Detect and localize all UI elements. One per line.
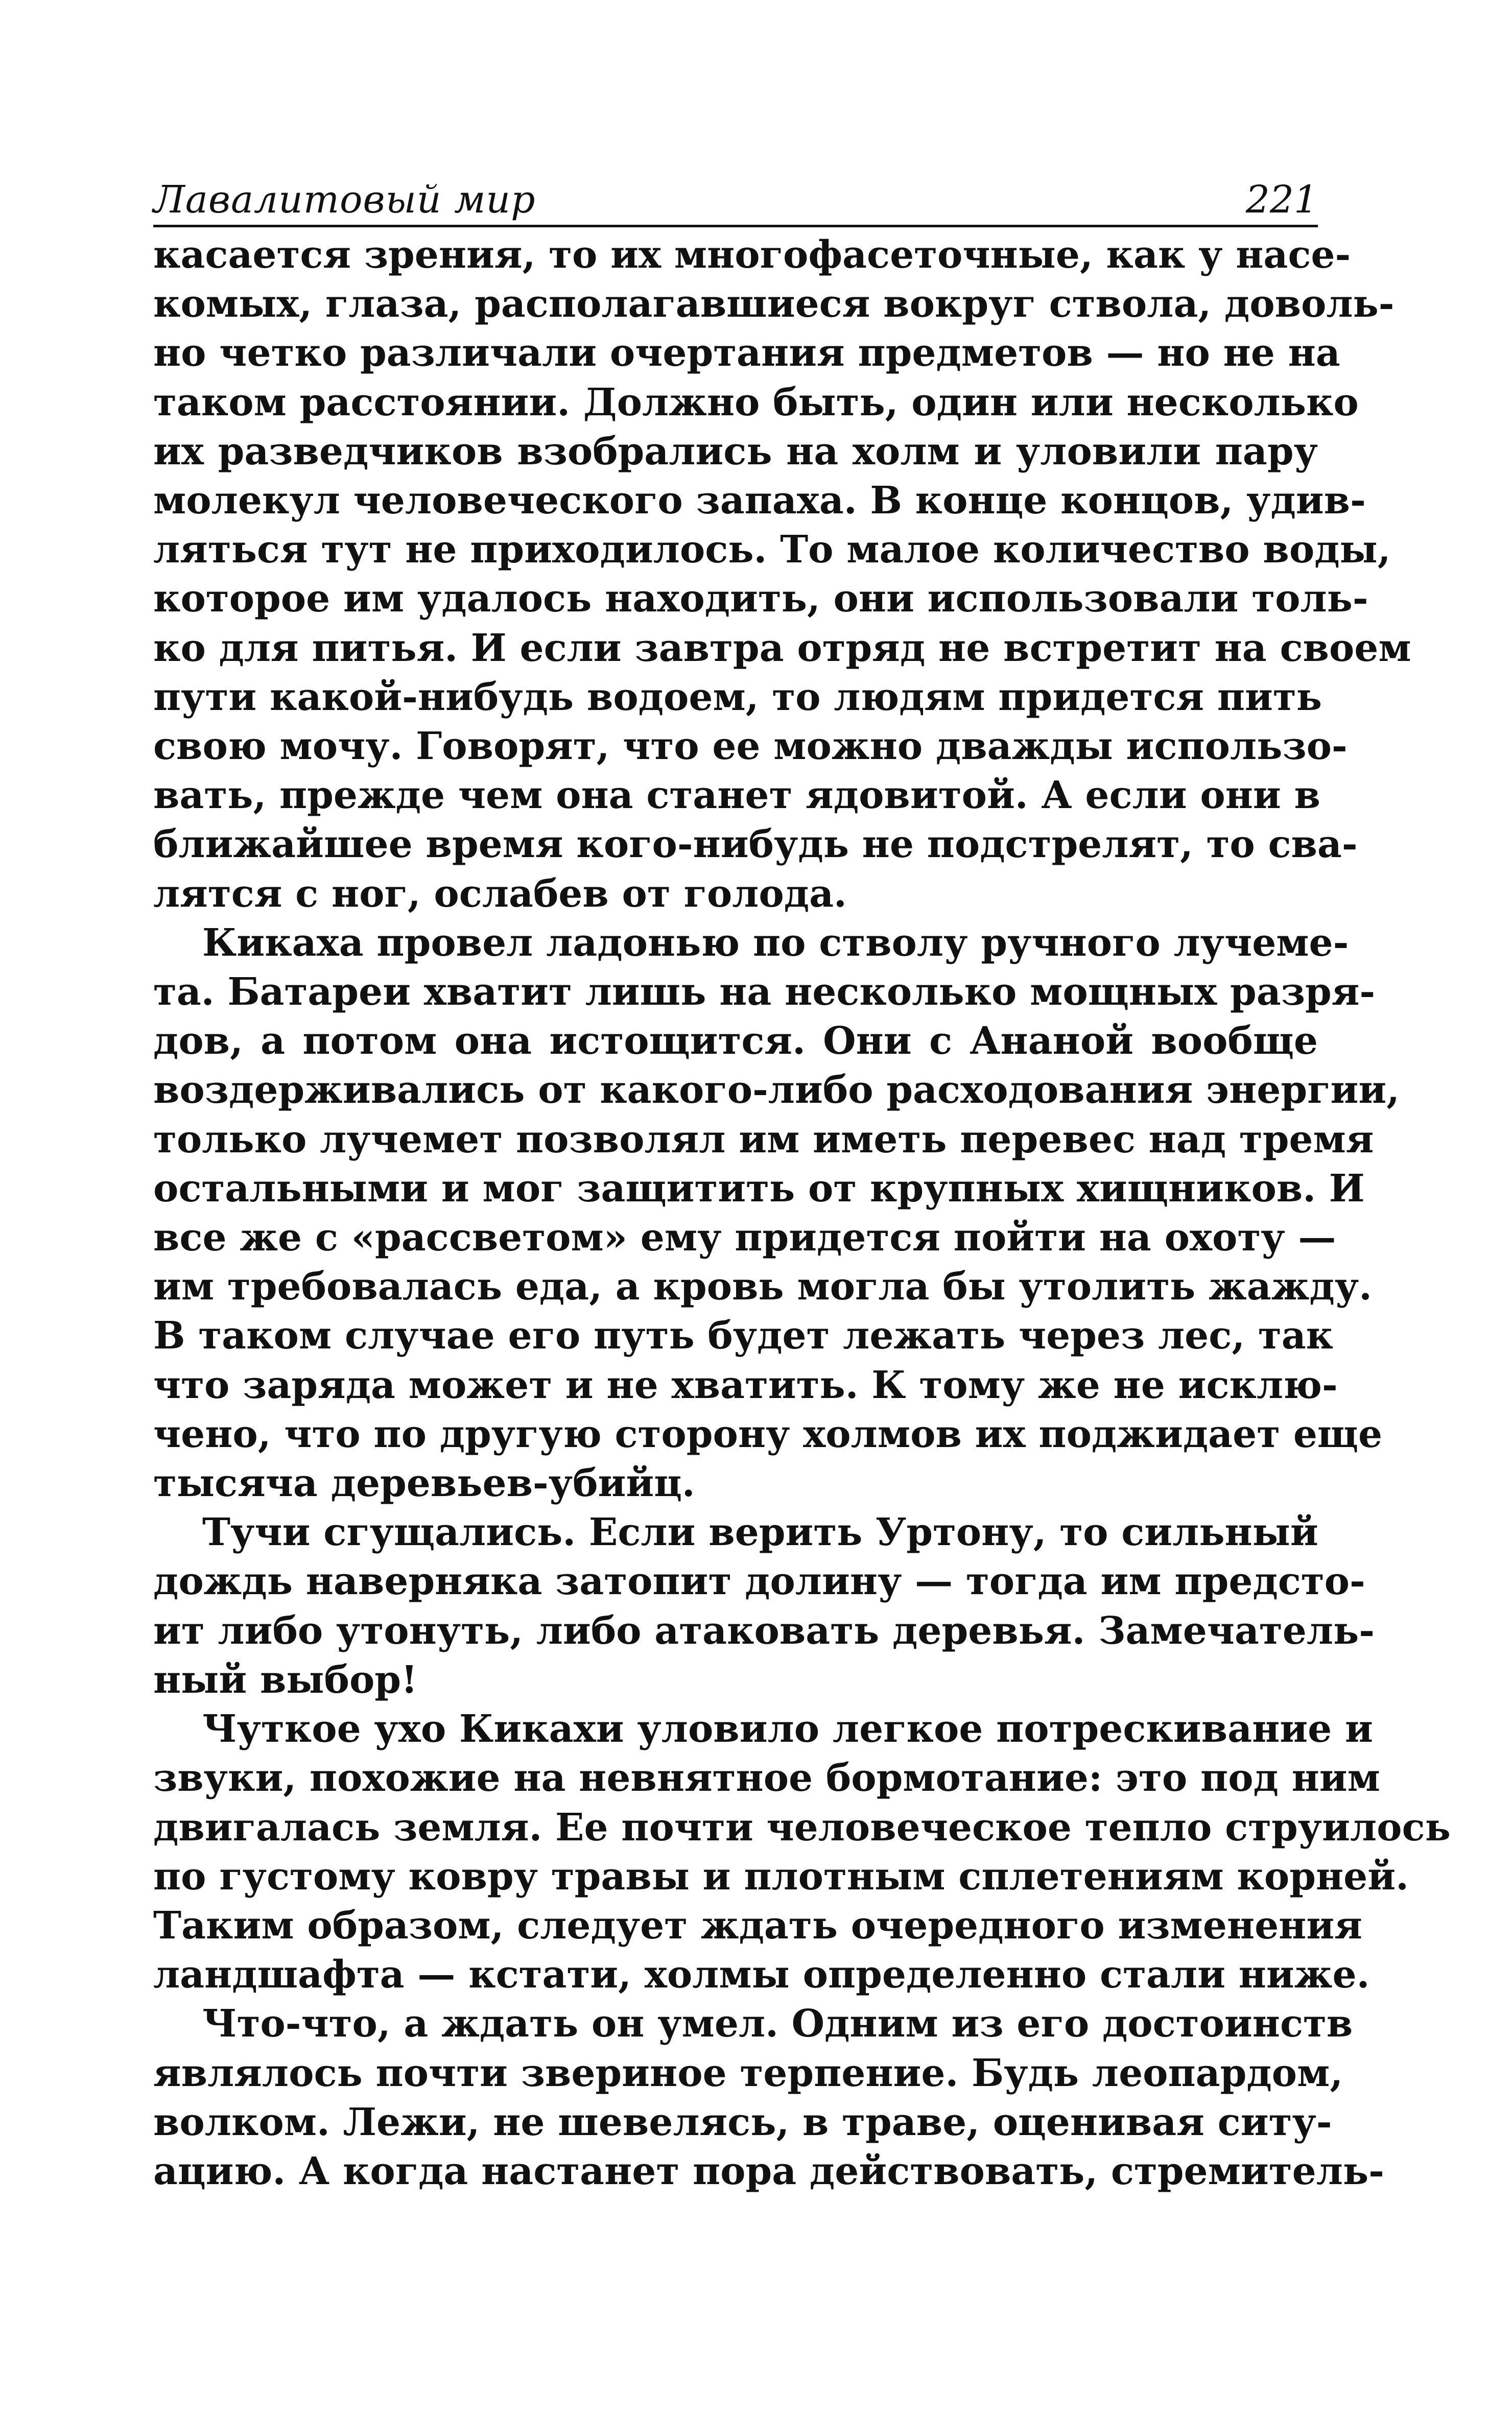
- text-line: молекул человеческого запаха. В конце концов, удив-: [153, 479, 1366, 523]
- text-line: которое им удалось находить, они использовали толь-: [153, 577, 1368, 621]
- text-line: лятся с ног, ослабев от голода.: [153, 871, 847, 916]
- text-line: ляться тут не приходилось. То малое количество воды,: [153, 528, 1391, 572]
- text-line: являлось почти звериное терпение. Будь леопардом,: [153, 2051, 1343, 2095]
- text-line: пути какой-нибудь водоем, то людям придется пить: [153, 675, 1322, 719]
- text-line: та. Батареи хватит лишь на несколько мощных разря-: [153, 970, 1376, 1014]
- paragraph: [153, 1704, 1451, 1999]
- text-line: Чуткое ухо Кикахи уловило легкое потрескивание и: [202, 1707, 1373, 1751]
- text-line: их разведчиков взобрались на холм и уловили пару: [153, 429, 1318, 473]
- text-line: воздерживались от какого-либо расходования энергии,: [153, 1068, 1400, 1112]
- text-line: но четко различали очертания предметов — но не на: [153, 331, 1340, 375]
- text-line: что заряда может и не хватить. К тому же не исклю-: [153, 1363, 1338, 1407]
- text-line: ацию. А когда настанет пора действовать, стремитель-: [153, 2149, 1384, 2193]
- text-line: ный выбор!: [153, 1657, 418, 1702]
- paragraph: [153, 1999, 1384, 2196]
- paragraph: [153, 230, 1411, 918]
- paragraph: [153, 1508, 1375, 1704]
- book-page: [153, 169, 1451, 2196]
- text-line: дов, а потом она истощится. Они с Ананой вообще: [153, 1019, 1318, 1063]
- text-line: В таком случае его путь будет лежать через лес, так: [153, 1314, 1334, 1358]
- paragraph: [153, 918, 1400, 1508]
- text-line: таком расстоянии. Должно быть, один или несколько: [153, 380, 1359, 424]
- text-line: Таким образом, следует ждать очередного изменения: [153, 1903, 1362, 1948]
- text-line: касается зрения, то их многофасеточные, как у насе-: [153, 233, 1351, 277]
- text-line: вать, прежде чем она станет ядовитой. А если они в: [153, 773, 1320, 818]
- text-line: только лучемет позволял им иметь перевес над тремя: [153, 1117, 1374, 1162]
- text-line: ко для питья. И если завтра отряд не встретит на своем: [153, 626, 1411, 670]
- body-text: [153, 230, 1451, 2196]
- text-line: тысяча деревьев-убийц.: [153, 1461, 695, 1506]
- text-line: ближайшее время кого-нибудь не подстрелят, то сва-: [153, 822, 1358, 867]
- text-line: Тучи сгущались. Если верить Уртону, то сильный: [202, 1510, 1318, 1555]
- text-line: им требовалась еда, а кровь могла бы утолить жажду.: [153, 1265, 1372, 1309]
- text-line: чено, что по другую сторону холмов их поджидает еще: [153, 1412, 1383, 1456]
- running-header: [153, 169, 1318, 227]
- text-line: звуки, похожие на невнятное бормотание: это под ним: [153, 1756, 1380, 1801]
- text-line: остальными и мог защитить от крупных хищников. И: [153, 1166, 1365, 1211]
- text-line: Что-что, а ждать он умел. Одним из его достоинств: [202, 2002, 1353, 2046]
- running-title: Лавалитовый мир: [153, 178, 536, 222]
- text-line: волком. Лежи, не шевелясь, в траве, оценивая ситу-: [153, 2100, 1332, 2144]
- text-line: по густому ковру травы и плотным сплетениям корней.: [153, 1854, 1409, 1899]
- text-line: комых, глаза, располагавшиеся вокруг ствола, доволь-: [153, 282, 1395, 326]
- text-line: ит либо утонуть, либо атаковать деревья. Замечатель-: [153, 1608, 1375, 1653]
- text-line: ландшафта — кстати, холмы определенно стали ниже.: [153, 1953, 1370, 1997]
- text-line: дождь наверняка затопит долину — тогда им предсто-: [153, 1559, 1365, 1604]
- text-line: Кикаха провел ладонью по стволу ручного лучеме-: [202, 920, 1349, 965]
- text-line: свою мочу. Говорят, что ее можно дважды использо-: [153, 724, 1348, 769]
- text-line: двигалась земля. Ее почти человеческое тепло струилось: [153, 1805, 1451, 1850]
- page-number: 221: [1245, 178, 1318, 222]
- text-line: все же с «рассветом» ему придется пойти на охоту —: [153, 1216, 1336, 1260]
